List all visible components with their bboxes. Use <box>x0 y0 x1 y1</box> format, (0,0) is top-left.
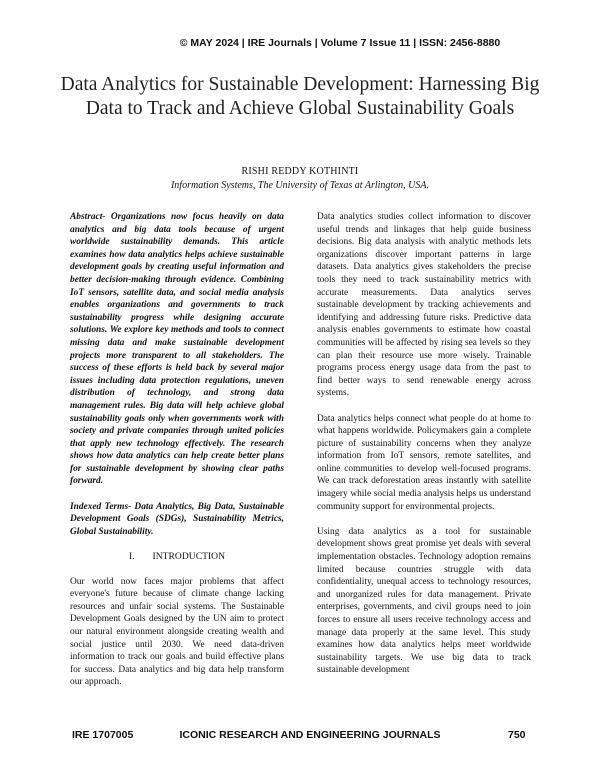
index-terms: Indexed Terms- Data Analytics, Big Data, Sustainable Development Goals (SDGs), Sustainability Metrics, Global Sustainability. <box>70 501 284 537</box>
page-number: 750 <box>508 729 526 741</box>
page-footer <box>0 729 600 743</box>
left-column <box>70 211 284 702</box>
author-name: RISHI REDDY KOTHINTI <box>241 166 359 177</box>
body-paragraph: Using data analytics as a tool for sustainable development shows great promise yet deals with several implementation obstacles. Technology adoption remains limited because countries struggle with data confidentiality, unequal access to technology resources, and unorganized rules for data management. Private enterprises, governments, and civil groups need to join forces to ensure all users receive technology access and manage data properly at the same level. This study examines how data analytics helps meet worldwide sustainability targets. We use big data to track sustainable development <box>317 526 531 676</box>
section-heading <box>70 551 284 564</box>
section-number: I. <box>128 551 135 563</box>
paper-title: Data Analytics for Sustainable Development: Harnessing Big Data to Track and Achieve Global Sustainability Goals <box>60 74 540 119</box>
footer-journal-name: ICONIC RESEARCH AND ENGINEERING JOURNALS <box>179 729 441 741</box>
author-affiliation: Information Systems, The University of Texas at Arlington, USA. <box>170 180 430 191</box>
abstract: Abstract- Organizations now focus heavily on data analytics and big data tools because of urgent worldwide sustainability demands. This article examines how data analytics helps achieve sustainable development goals by creating useful information and better decision-making through evidence. Combining IoT sensors, satellite data, and social media analysis enables organizations and governments to track sustainability progress while designing accurate solutions. We explore key methods and tools to connect missing data and make sustainable development projects more transparent to all stakeholders. The success of these efforts is held back by several major issues including data protection regulations, uneven distribution of technology, and strong data management rules. Big data will help achieve global sustainability goals only when governments work with society and private companies through united policies that apply new technology effectively. The research shows how data analytics can help create better plans for sustainable development by showing clear paths forward. <box>70 212 284 487</box>
footer-paper-id: IRE 1707005 <box>72 729 134 741</box>
journal-header: © MAY 2024 | IRE Journals | Volume 7 Issue 11 | ISSN: 2456-8880 <box>179 37 501 49</box>
section-title: INTRODUCTION <box>152 551 226 563</box>
body-paragraph: Our world now faces major problems that affect everyone's future because of climate change lacking resources and unfair social systems. The Sustainable Development Goals designed by the UN aim to protect our natural environment alongside creating wealth and social justice until 2030. We need data-driven information to track our goals and build effective plans for success. Data analytics and big data help transform our approach. <box>70 576 284 688</box>
right-column <box>317 211 531 690</box>
body-paragraph: Data analytics helps connect what people do at home to what happens worldwide. Policymakers gain a complete picture of sustainability concerns when they analyze information from IoT sensors, remote satellites, and online communities to develop well-focused programs. We can track deforestation areas instantly with satellite imagery while social media analysis helps us understand community support for environmental projects. <box>317 413 531 512</box>
body-paragraph: Data analytics studies collect information to discover useful trends and linkages that help guide business decisions. Big data analysis with analytic methods lets organizations discover important patterns in large datasets. Data analytics gives stakeholders the precise tools they need to track sustainability metrics with accurate measurements. Data analytics serves sustainable development by tracking achievements and identifying and addressing future risks. Predictive data analysis enables governments to estimate how coastal communities will be affected by rising sea levels so they can plan their resource use more wisely. Trainable programs process energy usage data from the past to find better ways to send renewable energy across systems. <box>317 212 531 399</box>
